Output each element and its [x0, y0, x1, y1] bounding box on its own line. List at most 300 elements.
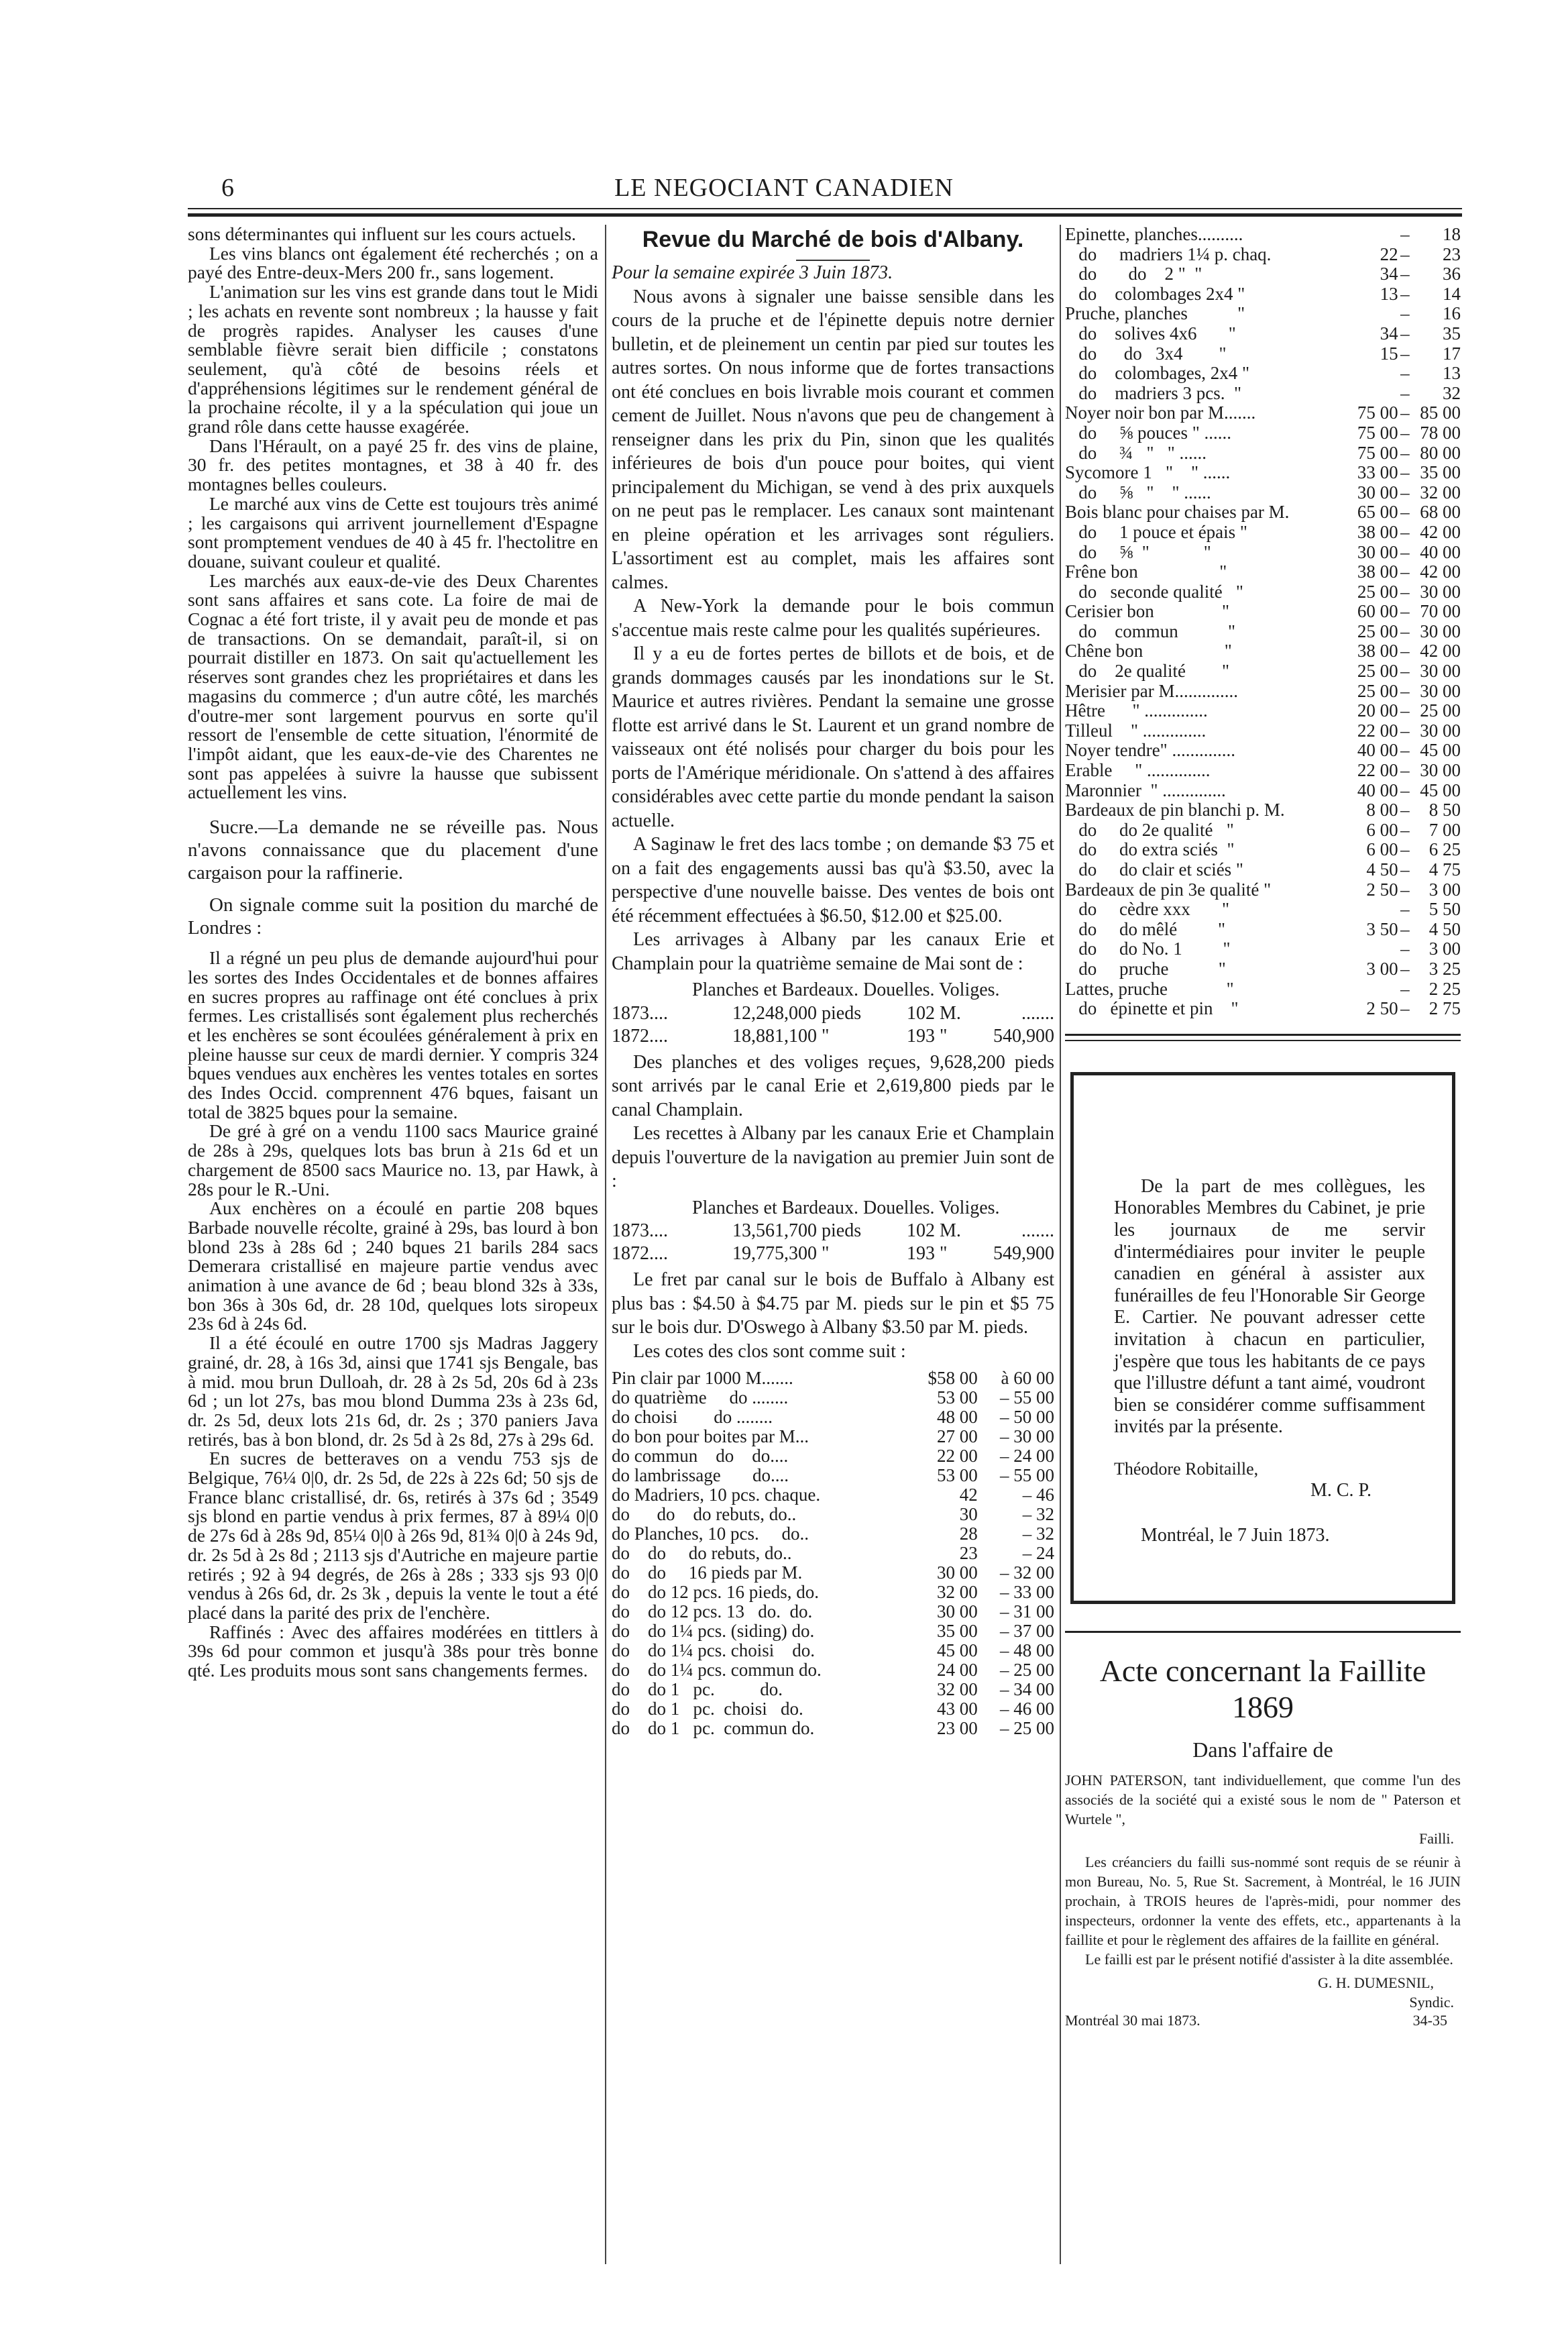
price-item: do lambrissage do....	[612, 1465, 789, 1485]
price-row	[1065, 781, 1461, 801]
price-value: 30 00	[1420, 581, 1461, 602]
price-value: –	[1400, 939, 1410, 959]
price-row	[612, 1660, 1054, 1680]
faillite-body: Les créanciers du failli sus-nommé sont requis de se réunir à mon Bureau, No. 5, Rue St. Sacrement, à Montréal, le 16 JUIN prochain, à TROIS heures de l'après-midi, pour nommer des inspecteurs, ordonner la vente des effets, etc., appartenants à la faillite et pour le règlement des affaires de la faillite en général.	[1065, 1853, 1461, 1948]
price-value: 2 75	[1429, 998, 1461, 1019]
column-prices-and-notices	[1065, 225, 1461, 2278]
price-value: 8 00	[1366, 800, 1398, 820]
price-value: 4 50	[1366, 859, 1398, 879]
price-item: Sycomore 1 " " ......	[1065, 462, 1231, 483]
price-row	[612, 1719, 1054, 1738]
price-item: do do 1¼ pcs. commun do.	[612, 1660, 822, 1680]
price-item: do bon pour boites par M...	[612, 1426, 809, 1446]
price-value: –	[1400, 363, 1410, 384]
notice-text: De la part de mes collègues, les Honorables Membres du Cabinet, je prie les journaux de me servir d'intermédiaires pour inviter le peuple canadien en général à assister aux funérailles de feu l'Honorable Sir George E. Cartier. Ne pouvant adresser cette invitation à chacun en particulier, j'espère que tous les habitants de ce pays que l'illustre défunt a tant aimé, voudront bien se considérer comme suffisamment invités par la présente.	[1114, 1175, 1425, 1438]
price-value: 48 00	[937, 1407, 978, 1427]
price-value	[1347, 939, 1398, 959]
price-value: 2 50	[1366, 879, 1398, 900]
price-value	[1347, 384, 1398, 404]
price-item: do madriers 1¼ p. chaq.	[1065, 244, 1272, 264]
price-value: 53 00	[937, 1387, 978, 1407]
price-value: –	[1400, 382, 1410, 403]
price-value: –	[1400, 700, 1410, 721]
price-value: – 25 00	[1000, 1660, 1054, 1680]
page-number: 6	[221, 174, 234, 202]
column-divider	[605, 225, 606, 2264]
faillite-footer	[1065, 2012, 1461, 2029]
price-value: 3 50	[1366, 918, 1398, 939]
price-value: à 60 00	[1001, 1368, 1054, 1388]
price-value: 5 50	[1429, 899, 1461, 920]
price-value: 40 00	[1420, 541, 1461, 562]
arrivals-header: Planches et Bardeaux. Douelles. Voliges.	[692, 979, 1000, 1000]
price-value: 25 00	[1357, 661, 1398, 682]
price-item: Bardeaux de pin 3e qualité "	[1065, 879, 1272, 900]
price-value: 45 00	[937, 1640, 978, 1660]
price-row	[1065, 502, 1461, 523]
price-row	[1065, 225, 1461, 245]
header-rule	[188, 208, 1462, 209]
price-value: 8 50	[1429, 800, 1461, 820]
faillite-title: Acte concernant la Faillite 1869	[1099, 1653, 1426, 1724]
paragraph: sons déterminantes qui influent sur les cours actuels.	[188, 225, 576, 244]
price-row	[612, 1621, 1054, 1641]
table-row: 1873.... 13,561,700 pieds 102 M. .......	[612, 1220, 1054, 1241]
column-wine-sugar-market	[188, 225, 598, 2278]
price-item: Erable " ..............	[1065, 760, 1211, 781]
price-row	[1065, 543, 1461, 563]
price-value: 22	[1380, 244, 1398, 264]
price-item: do do 12 pcs. 13 do. do.	[612, 1601, 813, 1621]
table-row: 1872.... 18,881,100 " 193 " 540,900	[612, 1025, 1054, 1047]
price-row	[1065, 661, 1461, 682]
section-rule	[1065, 1040, 1461, 1041]
price-value: 6 00	[1366, 819, 1398, 840]
price-value: –	[1400, 621, 1410, 641]
price-value: 25 00	[1357, 680, 1398, 701]
price-row	[612, 1602, 1054, 1621]
price-item: do 2e qualité "	[1065, 661, 1229, 682]
price-value: –	[1400, 641, 1410, 661]
price-row	[1065, 860, 1461, 880]
price-value: 65 00	[1357, 502, 1398, 523]
price-item: do ⅝ " " ......	[1065, 482, 1211, 502]
price-value: 25 00	[1357, 581, 1398, 602]
table-row: 1872.... 19,775,300 " 193 " 549,900	[612, 1243, 1054, 1264]
paragraph: Il a été écoulé en outre 1700 sjs Madras Jaggery grainé, dr. 28, à 16s 3d, ainsi que 1741 sjs Bengale, bas à mid. mou brun Dulloah, dr. 28 à 2s 5d, 20s 6d à 23s 6d ; un lot 27s, bas mou blond Dumma 23s à 23s 6d, dr. 2s 5d, deux lots 21s 6d, dr. 2s ; 370 paniers Java retirés, bas à bon blond, dr. 2s 5d à 2s 8d, 27s à 29s 6d.	[188, 1332, 598, 1450]
price-value: – 46 00	[1000, 1699, 1054, 1719]
price-row	[1065, 880, 1461, 900]
price-value: – 55 00	[1000, 1387, 1054, 1407]
price-item: do do clair et sciés "	[1065, 859, 1243, 879]
price-item: Merisier par M..............	[1065, 680, 1238, 701]
price-row	[612, 1544, 1054, 1563]
price-value: – 33 00	[1000, 1582, 1054, 1602]
pine-price-table	[612, 1369, 1054, 1738]
faillite-ref: 34-35	[1412, 2011, 1447, 2029]
price-value: 40 00	[1357, 740, 1398, 761]
price-item: Tilleul " ..............	[1065, 720, 1207, 741]
price-value: 42 00	[1420, 562, 1461, 582]
price-value: –	[1400, 442, 1410, 463]
price-row	[612, 1485, 1054, 1505]
price-item: do ⅝ pouces " ......	[1065, 422, 1231, 443]
price-row	[1065, 304, 1461, 324]
price-value: –	[1400, 323, 1410, 343]
price-value: 68 00	[1420, 502, 1461, 523]
price-value: 18	[1443, 225, 1461, 244]
price-item: do do do rebuts, do..	[612, 1543, 792, 1563]
paragraph: En sucres de betteraves on a vendu 753 sjs de Belgique, 76¼ 0|0, dr. 2s 5d, de 22s à 22s 6d; 50 sjs de France blanc cristallisé, dr. 6s, retirés à 37s 6d ; 3549 sjs blond en partie vendus à prix fermes, 87 à 89¼ 0|0 de 27s 6d à 28s 9d, 85¼ 0|0 à 26s 9d, 81¾ 0|0 à 24s 9d, dr. 2s 5d à 2s 8d ; 2113 sjs d'Autriche en majeure partie retirés ; 92 à 94 degrés, de 26s à 28s ; 333 sjs 93 0|0 vendus à 26s 6d, dr. 2s 3k , depuis la vente le tout a été placé dans la parité des prix de l'enchère.	[188, 1448, 598, 1623]
price-value: 23	[1443, 244, 1461, 264]
faillite-date: Montréal 30 mai 1873.	[1065, 2011, 1200, 2029]
price-item: Lattes, pruche "	[1065, 978, 1234, 999]
price-value: 60 00	[1357, 601, 1398, 622]
price-value: – 34 00	[1000, 1679, 1054, 1699]
price-row	[1065, 641, 1461, 661]
section-rule	[1065, 1631, 1461, 1633]
running-title: LE NEGOCIANT CANADIEN	[614, 174, 954, 202]
paragraph: L'animation sur les vins est grande dans tout le Midi ; les achats en revente sont nombreux ; la hausse y fait de progrès rapides. Analyser les causes d'une semblable fièvre serait bien difficile ; constatons seulement, qu'à côté de besoins réels et d'appréhensions légitimes sur le rendement général de la prochaine récolte, il y a la spéculation qui joue un grand rôle dans cette hausse exagérée.	[188, 281, 598, 437]
paragraph: Des planches et des voliges reçues, 9,628,200 pieds sont arrivés par le canal Erie et 2,619,800 pieds par le canal Champlain.	[612, 1051, 1054, 1120]
paragraph: On signale comme suit la position du marché de Londres :	[188, 894, 598, 939]
price-row	[1065, 384, 1461, 404]
price-row	[612, 1446, 1054, 1466]
price-value: –	[1400, 958, 1410, 979]
article-title: Revue du Marché de bois d'Albany.	[642, 227, 1024, 252]
price-item: do ⅝ " "	[1065, 541, 1211, 562]
price-item: do épinette et pin "	[1065, 998, 1239, 1019]
price-item: do colombages, 2x4 "	[1065, 363, 1249, 384]
price-value: 32 00	[1420, 482, 1461, 502]
faillite-signer-role: Syndic.	[1409, 1993, 1454, 2011]
paragraph: Les cotes des clos sont comme suit :	[633, 1340, 906, 1362]
price-item: do seconde qualité "	[1065, 581, 1243, 602]
price-value: –	[1400, 521, 1410, 542]
price-value: 43 00	[937, 1699, 978, 1719]
price-row	[1065, 939, 1461, 959]
price-row	[1065, 602, 1461, 622]
price-row	[1065, 264, 1461, 284]
price-value: –	[1400, 502, 1410, 523]
notice-title: M. C. P.	[1310, 1480, 1371, 1501]
price-item: do do 1 pc. do.	[612, 1679, 783, 1699]
price-value: 32 00	[937, 1679, 978, 1699]
paragraph: Les marchés aux eaux-de-vie des Deux Charentes sont sans affaires et sans cote. La foire de mai de Cognac a été fort triste, il y avait peu de monde et pas de transactions. On se demandait, paraît-il, si on pourrait distiller en 1873. On sait qu'actuellement les réserves sont grandes chez les propriétaires et dans les magasins du commerce ; d'un autre côté, les marchés d'outre-mer sont largement pourvus en sorte qu'il ressort de l'ensemble de cette situation, l'énormité de l'impôt aidant, que les eaux-de-vie des Charentes ne sont pas appelées à suivre la hausse que subissent actuellement les vins.	[188, 570, 598, 803]
price-value: –	[1400, 462, 1410, 483]
price-value: –	[1400, 859, 1410, 879]
price-row	[1065, 562, 1461, 582]
price-value: –	[1400, 839, 1410, 860]
price-value: 2 25	[1429, 978, 1461, 999]
price-row	[1065, 721, 1461, 741]
price-item: do do 1 pc. choisi do.	[612, 1699, 803, 1719]
price-value: –	[1400, 264, 1410, 284]
header-rule-thick	[188, 213, 1462, 217]
price-value: 13	[1443, 363, 1461, 384]
price-value	[1347, 304, 1398, 324]
price-item: do commun "	[1065, 621, 1236, 641]
price-item: do do 3x4 "	[1065, 343, 1227, 364]
price-value: 35 00	[937, 1621, 978, 1641]
price-row	[1065, 483, 1461, 503]
price-value: $58 00	[928, 1368, 978, 1388]
price-item: do ¾ " " ......	[1065, 442, 1207, 463]
price-item: Hêtre " ..............	[1065, 700, 1208, 721]
price-value: –	[1400, 978, 1410, 999]
column-divider	[1060, 225, 1061, 2264]
price-value: 30 00	[1357, 482, 1398, 502]
price-item: do choisi do ........	[612, 1407, 773, 1427]
price-value: –	[1400, 581, 1410, 602]
price-item: Bois blanc pour chaises par M.	[1065, 502, 1290, 523]
paragraph: Raffinés : Avec des affaires modérées en tittlers à 39s 6d pour common et jusqu'à 38s pour très bonne qté. Les produits mous sont sans changements fermes.	[188, 1621, 598, 1681]
price-value: 23 00	[937, 1718, 978, 1738]
price-value: –	[1400, 225, 1410, 244]
price-value: –	[1400, 403, 1410, 423]
price-row	[612, 1505, 1054, 1524]
notice-date: Montréal, le 7 Juin 1873.	[1141, 1525, 1330, 1546]
price-row	[1065, 682, 1461, 702]
price-value: 32 00	[937, 1582, 978, 1602]
price-value: – 46	[1022, 1485, 1054, 1505]
price-value: 75 00	[1357, 442, 1398, 463]
price-value: 14	[1443, 283, 1461, 304]
funeral-notice	[1070, 1072, 1455, 1604]
price-item: do do 2e qualité "	[1065, 819, 1234, 840]
price-value: 30	[959, 1504, 978, 1524]
price-item: do do 2 " "	[1065, 264, 1202, 284]
price-value: 2 50	[1366, 998, 1398, 1019]
price-value: 16	[1443, 303, 1461, 324]
price-value: 22 00	[1357, 760, 1398, 781]
price-row	[612, 1583, 1054, 1602]
price-item: Chêne bon "	[1065, 641, 1232, 661]
price-value: 24 00	[937, 1660, 978, 1680]
paragraph: Il a régné un peu plus de demande aujourd'hui pour les sortes des Indes Occidentales et de bonnes affaires en sucres propres au raffinage ont été conclues à prix fermes. Les cristallisés sont également plus recherchés et les enchères se sont écoulées généralement à prix en pleine hausse sur ceux de mardi dernier. Y compris 324 bques vendues aux enchères les ventes totales en sortes des Indes Occid. comprennent 476 bques, faisant un total de 3825 bques pour la semaine.	[188, 947, 598, 1122]
price-value: – 32	[1022, 1524, 1054, 1544]
price-value: 35	[1443, 323, 1461, 343]
price-row	[1065, 840, 1461, 860]
paragraph: Nous avons à signaler une baisse sensible dans les cours de la pruche et de l'épinette depuis notre dernier bulletin, et de pleinement un centin par pied sur toutes les autres sortes. On nous informe que de fortes transactions ont été conclues en bois livrable mois courant et commen cement de Juillet. Nous n'avons que peu de changement à renseigner dans les prix du Pin, sinon que les qualités inférieures de bois d'un pouce pour boites, qui vient principalement du Michigan, se vend à des prix auxquels on ne peut pas le remplacer. Les canaux sont maintenant en pleine opération et les arrivages sont réguliers. L'assortiment est au complet, mais les affaires sont calmes.	[612, 286, 1054, 593]
price-value: –	[1400, 740, 1410, 761]
price-value: – 30 00	[1000, 1426, 1054, 1446]
receipts-header: Planches et Bardeaux. Douelles. Voliges.	[692, 1197, 1000, 1218]
price-value: 3 00	[1366, 958, 1398, 979]
price-value: –	[1400, 562, 1410, 582]
price-row	[612, 1563, 1054, 1583]
price-value: –	[1400, 760, 1410, 781]
price-value	[1347, 979, 1398, 1000]
price-item: do quatrième do ........	[612, 1387, 789, 1407]
price-value: 53 00	[937, 1465, 978, 1485]
price-item: Epinette, planches..........	[1065, 225, 1243, 244]
price-item: do pruche "	[1065, 958, 1226, 979]
price-value: – 24 00	[1000, 1446, 1054, 1466]
price-value: – 24	[1022, 1543, 1054, 1563]
price-item: Noyer noir bon par M.......	[1065, 403, 1256, 423]
price-item: Frêne bon "	[1065, 562, 1227, 582]
faillite-party: JOHN PATERSON, tant individuellement, que comme l'un des associés de la société qui a existé sous le nom de " Paterson et Wurtele ",	[1065, 1771, 1461, 1827]
price-value: 70 00	[1420, 601, 1461, 622]
price-item: do cèdre xxx "	[1065, 899, 1229, 920]
price-item: do 1 pouce et épais "	[1065, 521, 1247, 542]
price-value: 45 00	[1420, 780, 1461, 800]
price-value: –	[1400, 482, 1410, 502]
price-value: –	[1400, 899, 1410, 920]
price-row	[612, 1388, 1054, 1407]
price-value: 6 00	[1366, 839, 1398, 860]
price-item: Pruche, planches "	[1065, 303, 1245, 324]
price-value: 75 00	[1357, 403, 1398, 423]
price-value: 4 75	[1429, 859, 1461, 879]
price-value: –	[1400, 422, 1410, 443]
price-value: 3 00	[1429, 939, 1461, 959]
price-row	[1065, 959, 1461, 979]
price-row	[1065, 364, 1461, 384]
price-value: 42 00	[1420, 641, 1461, 661]
price-row	[1065, 900, 1461, 920]
price-item: do do 1¼ pcs. choisi do.	[612, 1640, 815, 1660]
price-value	[1347, 225, 1398, 245]
price-row	[1065, 701, 1461, 721]
price-row	[1065, 344, 1461, 364]
price-item: Cerisier bon "	[1065, 601, 1229, 622]
price-value: 30 00	[1420, 680, 1461, 701]
price-value	[1347, 364, 1398, 384]
lumber-price-table	[1065, 225, 1461, 1019]
price-value: 34	[1380, 323, 1398, 343]
faillite-body-2: Le failli est par le présent notifié d'assister à la dite assemblée.	[1085, 1950, 1453, 1968]
price-item: Pin clair par 1000 M.......	[612, 1368, 793, 1388]
price-value: – 50 00	[1000, 1407, 1054, 1427]
paragraph: Il y a eu de fortes pertes de billots et de bois, et de grands dommages causés par les inondations sur le St. Maurice et autres rivières. Pendant la semaine une grosse flotte est arrivé dans le St. Laurent et un grand nombre de vaisseaux ont été nolisés pour charger du bois pour les ports de l'Amérique méridionale. On s'attend à des affaires considérables avec cette partie du monde pendant la saison actuelle.	[612, 643, 1054, 831]
price-row	[612, 1427, 1054, 1446]
price-value: 28	[959, 1524, 978, 1544]
price-value: 33 00	[1357, 462, 1398, 483]
price-row	[612, 1524, 1054, 1544]
price-value: –	[1400, 283, 1410, 304]
price-value: 4 50	[1429, 918, 1461, 939]
price-row	[1065, 979, 1461, 1000]
price-row	[612, 1680, 1054, 1699]
price-item: do do mêlé "	[1065, 918, 1225, 939]
price-value: – 55 00	[1000, 1465, 1054, 1485]
price-value: 25 00	[1357, 621, 1398, 641]
receipts-table	[612, 1196, 1054, 1266]
price-value: 30 00	[1357, 541, 1398, 562]
price-value: –	[1400, 998, 1410, 1019]
price-value: – 25 00	[1000, 1718, 1054, 1738]
price-row	[1065, 523, 1461, 543]
paragraph: A Saginaw le fret des lacs tombe ; on demande $3 75 et on a fait des engagements aussi bas qu'à $3.50, avec la perspective d'une nouvelle baisse. Des ventes de bois ont été récemment effectuées à $6.50, $12.00 et $25.00.	[612, 834, 1054, 926]
price-value	[1347, 900, 1398, 920]
price-value: – 32 00	[1000, 1562, 1054, 1583]
price-row	[1065, 403, 1461, 423]
price-value: 35 00	[1420, 462, 1461, 483]
price-item: do solives 4x6 "	[1065, 323, 1236, 343]
price-value: 34	[1380, 264, 1398, 284]
price-value: – 48 00	[1000, 1640, 1054, 1660]
price-item: do Planches, 10 pcs. do..	[612, 1524, 809, 1544]
price-row	[1065, 820, 1461, 841]
price-row	[1065, 920, 1461, 940]
price-value: 80 00	[1420, 442, 1461, 463]
price-value: 78 00	[1420, 422, 1461, 443]
price-item: do Madriers, 10 pcs. chaque.	[612, 1485, 821, 1505]
price-value: –	[1400, 541, 1410, 562]
price-value: –	[1400, 879, 1410, 900]
paragraph: Dans l'Hérault, on a payé 25 fr. des vins de plaine, 30 fr. des petites montagnes, et 38 à 40 fr. des montagnes belles couleurs.	[188, 435, 598, 495]
price-value: –	[1400, 343, 1410, 364]
paragraph: Les arrivages à Albany par les canaux Erie et Champlain pour la quatrième semaine de Mai sont de :	[612, 929, 1054, 974]
paragraph-sucre: Sucre.—La demande ne se réveille pas. Nous n'avons connaissance que du placement d'une cargaison pour la raffinerie.	[188, 816, 598, 884]
paragraph: A New-York la demande pour le bois commun s'accentue mais reste calme pour les qualités supérieures.	[612, 596, 1054, 641]
faillite-signer: G. H. DUMESNIL,	[1318, 1974, 1434, 1991]
price-value: 3 00	[1429, 879, 1461, 900]
price-row	[612, 1641, 1054, 1660]
arrivals-table	[612, 978, 1054, 1048]
price-value: 75 00	[1357, 422, 1398, 443]
price-value: 38 00	[1357, 521, 1398, 542]
price-value: 30 00	[1420, 760, 1461, 781]
price-value: 45 00	[1420, 740, 1461, 761]
price-row	[1065, 443, 1461, 464]
price-row	[1065, 463, 1461, 483]
price-item: Bardeaux de pin blanchi p. M.	[1065, 800, 1285, 820]
price-value: –	[1400, 720, 1410, 741]
price-value: 85 00	[1420, 403, 1461, 423]
price-value: –	[1400, 661, 1410, 682]
price-item: Noyer tendre" ..............	[1065, 740, 1235, 761]
paragraph: Les recettes à Albany par les canaux Erie et Champlain depuis l'ouverture de la navigation au premier Juin sont de :	[612, 1123, 1054, 1191]
price-row	[1065, 423, 1461, 443]
price-value: 23	[959, 1543, 978, 1563]
price-row	[1065, 324, 1461, 344]
section-rule	[1065, 1034, 1461, 1036]
price-item: do madriers 3 pcs. "	[1065, 382, 1241, 403]
price-value: 3 25	[1429, 958, 1461, 979]
price-value: –	[1400, 800, 1410, 820]
price-row	[612, 1407, 1054, 1427]
price-value: 42 00	[1420, 521, 1461, 542]
notice-signature: Théodore Robitaille,	[1114, 1458, 1259, 1479]
price-value: 38 00	[1357, 562, 1398, 582]
price-item: do do No. 1 "	[1065, 939, 1231, 959]
price-row	[1065, 741, 1461, 761]
price-value: 7 00	[1429, 819, 1461, 840]
paragraph: De gré à gré on a vendu 1100 sacs Maurice grainé de 28s à 29s, quelques lots bas brun à 21s 6d et un chargement de 8500 sacs Maurice no. 13, par Hawk, à 28s pour le R.-Uni.	[188, 1120, 598, 1199]
price-value: 40 00	[1357, 780, 1398, 800]
price-row	[612, 1699, 1054, 1719]
price-item: do do 1¼ pcs. (siding) do.	[612, 1621, 815, 1641]
price-value: 32	[1443, 382, 1461, 403]
price-row	[1065, 284, 1461, 305]
price-value: 15	[1380, 343, 1398, 364]
price-value: 6 25	[1429, 839, 1461, 860]
price-item: do do 16 pieds par M.	[612, 1562, 803, 1583]
price-value: – 32	[1022, 1504, 1054, 1524]
price-item: Maronnier " ..............	[1065, 780, 1226, 800]
price-value: 22 00	[1357, 720, 1398, 741]
price-item: do do 1 pc. commun do.	[612, 1718, 815, 1738]
price-value: 36	[1443, 264, 1461, 284]
price-value: 27 00	[937, 1426, 978, 1446]
price-value: –	[1400, 680, 1410, 701]
price-value: 25 00	[1420, 700, 1461, 721]
price-row	[1065, 800, 1461, 820]
paragraph: Le marché aux vins de Cette est toujours très animé ; les cargaisons qui arrivent journellement d'Espagne sont promptement vendues de 40 à 45 fr. l'hectolitre en douane, suivant couleur et qualité.	[188, 492, 598, 572]
